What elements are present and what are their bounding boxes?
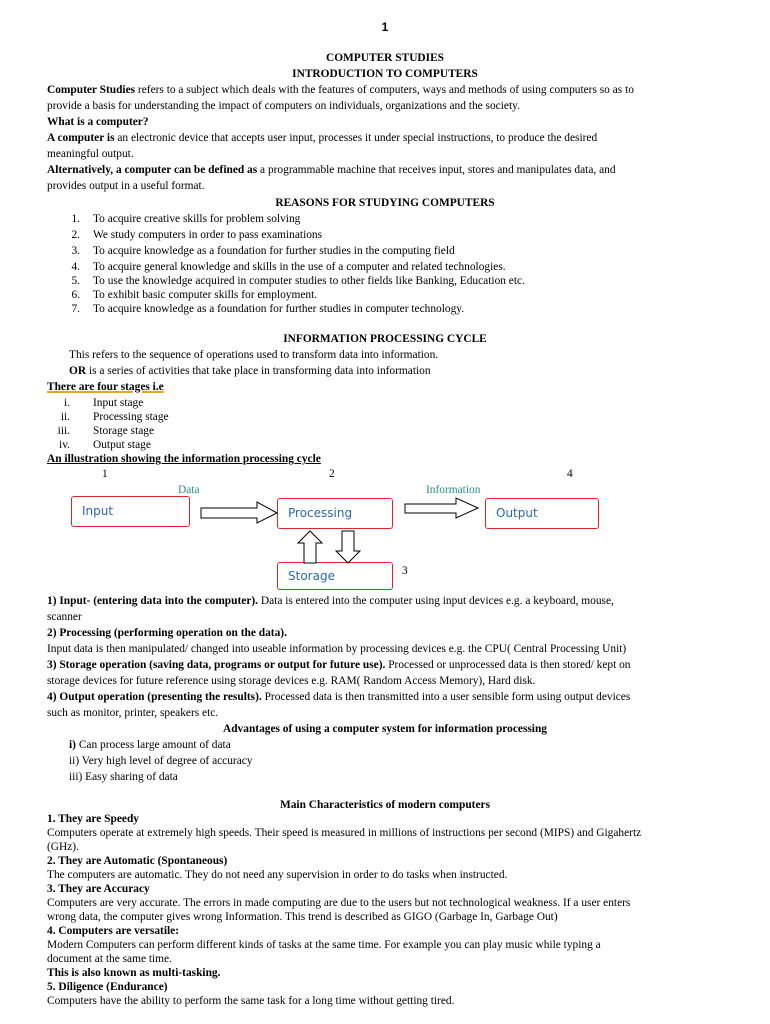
stage-3-description-cont: storage devices for future reference using storage devices e.g. RAM( Random Access Memory), Hard disk. <box>47 675 536 687</box>
stage-4-description: 4) Output operation (presenting the results). Processed data is then transmitted into a user sensible form using output devices <box>47 691 631 703</box>
stage-item: Storage stage <box>93 425 155 437</box>
alt-definition-line-1: Alternatively, a computer can be defined as a programmable machine that receives input, stores and manipulates data, and <box>47 164 616 176</box>
processing-box: Processing <box>277 498 393 529</box>
stage-item: Input stage <box>93 397 144 409</box>
stage-number: ii. <box>60 411 70 423</box>
characteristic-5-text: Computers have the ability to perform the same task for a long time without getting tired. <box>47 995 455 1007</box>
diagram-number-3: 3 <box>402 565 408 577</box>
stage-item: Processing stage <box>93 411 169 423</box>
information-flow-label: Information <box>426 484 481 496</box>
characteristic-1-text: Computers operate at extremely high speeds. Their speed is measured in millions of instructions per second (MIPS) and Gigahertz <box>47 827 642 839</box>
characteristic-4-heading: 4. Computers are versatile: <box>47 925 180 937</box>
intro-line-2: provide a basis for understanding the impact of computers on individuals, organizations and the society. <box>47 100 520 112</box>
reason-item: We study computers in order to pass examinations <box>93 229 323 241</box>
reason-number: 4. <box>71 261 80 273</box>
reason-number: 1. <box>71 213 80 225</box>
characteristic-1-text-cont: (GHz). <box>47 841 79 853</box>
illustration-heading: An illustration showing the information processing cycle <box>47 453 321 465</box>
ipc-heading: INFORMATION PROCESSING CYCLE <box>283 333 487 345</box>
what-is-heading: What is a computer? <box>47 116 149 128</box>
reason-item: To acquire creative skills for problem solving <box>93 213 301 225</box>
reasons-heading: REASONS FOR STUDYING COMPUTERS <box>275 197 495 209</box>
reason-item: To acquire knowledge as a foundation for further studies in computer technology. <box>93 303 465 315</box>
reason-number: 3. <box>71 245 80 257</box>
input-to-processing-arrow-icon <box>195 498 285 524</box>
advantage-2: ii) Very high level of degree of accuracy <box>69 755 253 767</box>
stage-1-description: 1) Input- (entering data into the computer). Data is entered into the computer using input devices e.g. a keyboard, mouse, <box>47 595 614 607</box>
characteristics-heading: Main Characteristics of modern computers <box>279 799 491 811</box>
ipc-definition: This refers to the sequence of operations used to transform data into information. <box>69 349 439 361</box>
document-title: COMPUTER STUDIES <box>325 52 445 64</box>
data-flow-label: Data <box>178 484 200 496</box>
reason-item: To exhibit basic computer skills for employment. <box>93 289 318 301</box>
stage-2-description: Input data is then manipulated/ changed into useable information by processing devices e.g. the CPU( Central Processing Unit) <box>47 643 627 655</box>
reason-item: To acquire general knowledge and skills in the use of a computer and related technologies. <box>93 261 506 273</box>
definition-line-2: meaningful output. <box>47 148 134 160</box>
stage-number: iii. <box>57 425 70 437</box>
processing-to-storage-arrow-icon <box>334 529 364 565</box>
reason-number: 7. <box>71 303 80 315</box>
reason-number: 2. <box>71 229 80 241</box>
stage-3-description: 3) Storage operation (saving data, programs or output for future use). Processed or unprocessed data is then stored/ kept on <box>47 659 631 671</box>
storage-to-processing-arrow-icon <box>296 529 326 565</box>
stage-4-description-cont: such as monitor, printer, speakers etc. <box>47 707 219 719</box>
reason-item: To acquire knowledge as a foundation for further studies in the computing field <box>93 245 455 257</box>
diagram-number-2: 2 <box>329 468 335 480</box>
definition-line-1: A computer is an electronic device that accepts user input, processes it under special instructions, to produce the desired <box>47 132 598 144</box>
diagram-number-4: 4 <box>567 468 573 480</box>
characteristic-4-text: Modern Computers can perform different kinds of tasks at the same time. For example you can play music while typing a <box>47 939 601 951</box>
storage-box: Storage <box>277 562 393 590</box>
reason-item: To use the knowledge acquired in computer studies to other fields like Banking, Education etc. <box>93 275 525 287</box>
characteristic-2-text: The computers are automatic. They do not need any supervision in order to do tasks when instructed. <box>47 869 508 881</box>
stages-heading: There are four stages i.e <box>47 381 164 393</box>
stage-number: i. <box>63 397 70 409</box>
intro-line-1: Computer Studies refers to a subject which deals with the features of computers, ways and methods of using computers so as to <box>47 84 634 96</box>
stage-2-heading: 2) Processing (performing operation on the data). <box>47 627 287 639</box>
characteristic-3-text: Computers are very accurate. The errors in made computing are due to the users but not technological weakness. If a user enters <box>47 897 631 909</box>
characteristic-3-heading: 3. They are Accuracy <box>47 883 150 895</box>
reason-number: 6. <box>71 289 80 301</box>
input-box: Input <box>71 496 190 527</box>
output-box: Output <box>485 498 599 529</box>
stage-number: iv. <box>59 439 70 451</box>
diagram-number-1: 1 <box>102 468 108 480</box>
characteristic-4-text-cont: document at the same time. <box>47 953 172 965</box>
page-number: 1 <box>381 20 389 34</box>
characteristic-3-text-cont: wrong data, the computer gives wrong Information. This trend is described as GIGO (Garbage In, Garbage Out) <box>47 911 558 923</box>
intro-term: Computer Studies <box>47 84 136 96</box>
characteristic-5-heading: 5. Diligence (Endurance) <box>47 981 168 993</box>
alt-definition-line-2: provides output in a useful format. <box>47 180 205 192</box>
stage-item: Output stage <box>93 439 151 451</box>
characteristic-1-heading: 1. They are Speedy <box>47 813 139 825</box>
advantage-1: i) Can process large amount of data <box>69 739 231 751</box>
processing-to-output-arrow-icon <box>400 496 490 520</box>
ipc-definition-alt: OR is a series of activities that take place in transforming data into information <box>69 365 431 377</box>
advantage-3: iii) Easy sharing of data <box>69 771 178 783</box>
advantages-heading: Advantages of using a computer system for information processing <box>223 723 547 735</box>
document-subtitle: INTRODUCTION TO COMPUTERS <box>292 68 478 80</box>
stage-1-description-cont: scanner <box>47 611 82 623</box>
characteristic-4-note: This is also known as multi-tasking. <box>47 967 221 979</box>
reason-number: 5. <box>71 275 80 287</box>
characteristic-2-heading: 2. They are Automatic (Spontaneous) <box>47 855 228 867</box>
